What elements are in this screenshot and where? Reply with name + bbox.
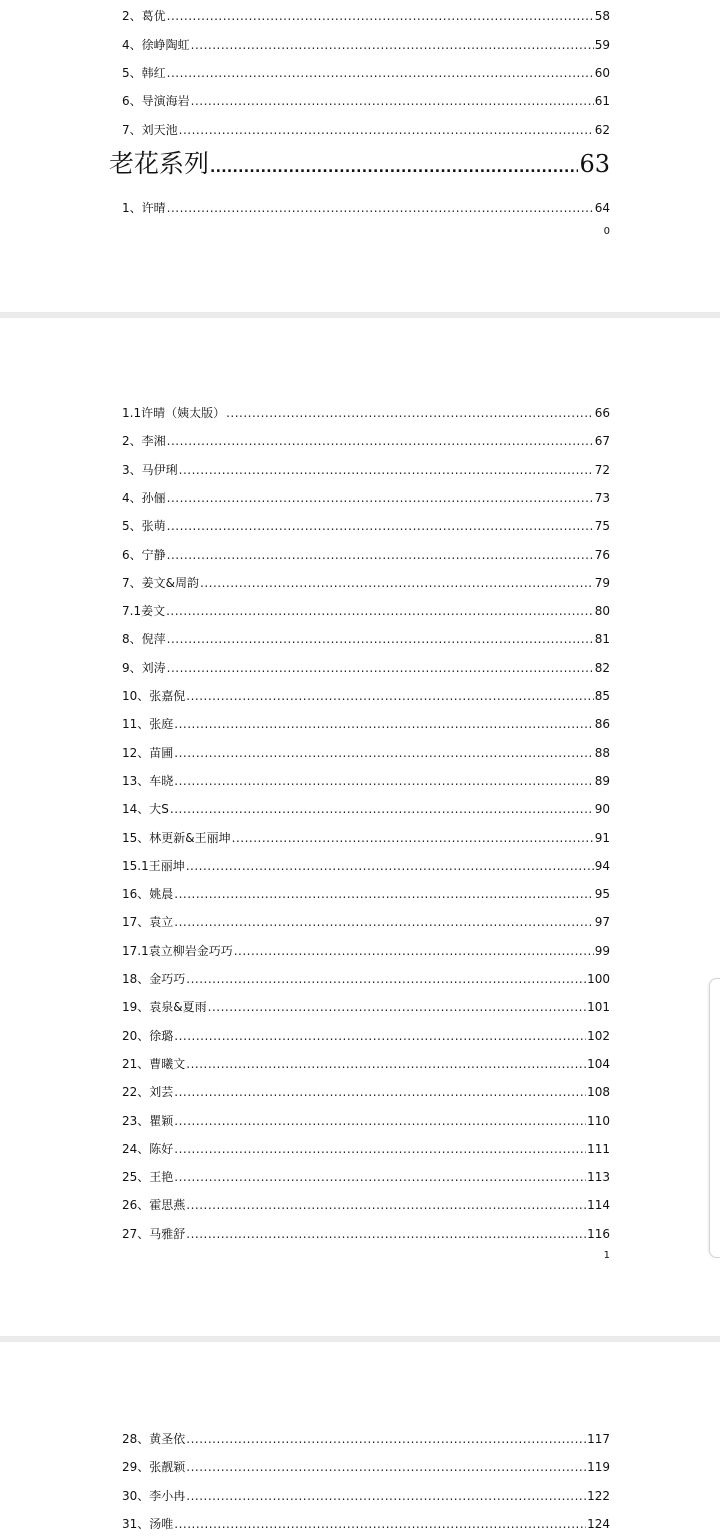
toc-entry-page: 90 — [594, 802, 610, 817]
toc-leader-dots — [174, 1028, 586, 1044]
toc-leader-dots — [167, 8, 594, 24]
toc-entry[interactable] — [122, 914, 610, 930]
toc-leader-dots — [167, 433, 594, 449]
page-number: 0 — [603, 226, 610, 237]
toc-leader-dots — [167, 660, 594, 676]
toc-entry-title: 30、李小冉 — [122, 1488, 186, 1503]
toc-leader-dots — [167, 547, 594, 563]
page-number: 1 — [603, 1250, 610, 1261]
toc-entry-title: 18、金巧巧 — [122, 972, 186, 986]
toc-leader-dots — [200, 575, 594, 591]
toc-leader-dots — [179, 462, 594, 478]
toc-entry[interactable] — [122, 745, 610, 761]
toc-entry[interactable] — [122, 1459, 610, 1475]
toc-entry[interactable] — [122, 688, 610, 704]
toc-entry[interactable] — [122, 1028, 610, 1044]
toc-entry[interactable] — [122, 37, 610, 53]
scroll-handle[interactable] — [709, 978, 720, 1258]
toc-entry-page: 95 — [594, 887, 610, 902]
toc-entry-page: 75 — [594, 519, 610, 534]
toc-entry[interactable] — [122, 200, 610, 216]
toc-leader-dots — [167, 518, 594, 534]
toc-leader-dots — [232, 830, 594, 846]
toc-entry-title: 4、孙俪 — [122, 490, 166, 505]
toc-entry-title: 16、姚晨 — [122, 887, 174, 902]
toc-entry-page: 116 — [587, 1226, 610, 1241]
toc-entry-title: 24、陈好 — [122, 1141, 174, 1156]
toc-leader-dots — [186, 1488, 586, 1504]
document-page-2 — [0, 318, 720, 1336]
toc-leader-dots — [186, 1226, 586, 1242]
toc-entry-title: 8、倪萍 — [122, 632, 166, 647]
toc-entry-page: 110 — [587, 1113, 610, 1128]
toc-entry[interactable] — [122, 716, 610, 732]
toc-entry-page: 82 — [594, 660, 610, 675]
toc-entry[interactable] — [122, 1113, 610, 1129]
toc-entry-title: 23、瞿颖 — [122, 1113, 174, 1128]
toc-entry[interactable] — [122, 122, 610, 138]
toc-leader-dots — [186, 688, 593, 704]
toc-entry[interactable] — [122, 830, 610, 846]
toc-entry-title: 2、葛优 — [122, 9, 166, 23]
toc-entry-page: 91 — [594, 830, 610, 845]
toc-entry-title: 29、张靓颖 — [122, 1460, 186, 1475]
toc-leader-dots — [234, 943, 594, 959]
toc-leader-dots — [186, 1431, 586, 1447]
toc-entry-page: 124 — [587, 1516, 610, 1531]
toc-entry-page: 111 — [587, 1141, 610, 1156]
toc-entry-title: 17、袁立 — [122, 915, 174, 930]
toc-entry[interactable] — [122, 1056, 610, 1072]
toc-entry-page: 81 — [594, 632, 610, 647]
toc-entry-page: 86 — [594, 717, 610, 732]
toc-leader-dots — [167, 490, 594, 506]
toc-entry[interactable] — [122, 405, 610, 421]
toc-entry-page: 59 — [594, 38, 610, 52]
toc-entry-page: 80 — [594, 604, 610, 619]
toc-entry-title: 17.1袁立柳岩金巧巧 — [122, 943, 233, 958]
toc-entry-page: 66 — [594, 406, 610, 420]
toc-entry-title: 7、姜文&周韵 — [122, 575, 199, 590]
toc-leader-dots — [167, 200, 594, 216]
toc-leader-dots — [174, 1113, 586, 1129]
toc-entry-page: 100 — [587, 972, 610, 986]
toc-leader-dots — [186, 1056, 586, 1072]
toc-entry-page: 114 — [587, 1198, 610, 1213]
toc-entry-title: 20、徐璐 — [122, 1028, 174, 1043]
toc-leader-dots — [226, 405, 594, 421]
document-page-1 — [0, 0, 720, 312]
toc-leader-dots — [167, 65, 594, 81]
toc-entry-title: 19、袁泉&夏雨 — [122, 1000, 207, 1015]
document-page-3 — [0, 1342, 720, 1540]
toc-entry-title: 7.1姜文 — [122, 604, 166, 619]
toc-entry-title: 3、马伊琍 — [122, 462, 178, 477]
toc-leader-dots — [174, 716, 593, 732]
toc-leader-dots — [174, 1516, 586, 1532]
toc-entry-title: 1.1许晴（姨太版） — [122, 406, 226, 420]
toc-entry[interactable] — [122, 886, 610, 902]
toc-entry-title: 5、韩红 — [122, 66, 166, 80]
toc-entry-title: 13、车晓 — [122, 773, 174, 788]
toc-leader-dots — [167, 631, 594, 647]
toc-entry-page: 102 — [587, 1028, 610, 1043]
toc-entry-page: 76 — [594, 547, 610, 562]
toc-leader-dots — [191, 37, 594, 53]
toc-leader-dots — [208, 999, 586, 1015]
toc-entry[interactable] — [122, 462, 610, 478]
toc-entry[interactable] — [122, 660, 610, 676]
toc-entry-title: 6、宁静 — [122, 547, 166, 562]
toc-entry[interactable] — [122, 490, 610, 506]
toc-entry[interactable] — [122, 631, 610, 647]
toc-entry-page: 88 — [594, 745, 610, 760]
toc-entry-title: 28、黄圣依 — [122, 1432, 186, 1446]
toc-entry-title: 9、刘涛 — [122, 660, 166, 675]
toc-entry-title: 12、苗圃 — [122, 745, 174, 760]
toc-entry[interactable] — [122, 1516, 610, 1532]
toc-leader-dots — [174, 914, 593, 930]
toc-entry-title: 25、王艳 — [122, 1170, 174, 1185]
toc-entry-page: 119 — [587, 1460, 610, 1475]
toc-entry-page: 99 — [594, 943, 610, 958]
toc-leader-dots — [179, 122, 594, 138]
toc-entry[interactable] — [122, 1084, 610, 1100]
toc-entry[interactable] — [122, 943, 610, 959]
toc-entry-page: 64 — [594, 201, 610, 215]
toc-entry-title: 5、张萌 — [122, 519, 166, 534]
toc-entry-title: 27、马雅舒 — [122, 1226, 186, 1241]
toc-entry-page: 94 — [594, 858, 610, 873]
toc-entry-title: 2、李湘 — [122, 434, 166, 449]
toc-entry[interactable] — [122, 971, 610, 987]
toc-leader-dots — [174, 1169, 586, 1185]
toc-entry[interactable] — [122, 547, 610, 563]
toc-entry-page: 113 — [587, 1170, 610, 1185]
toc-entry-page: 67 — [594, 434, 610, 449]
toc-entry[interactable] — [122, 93, 610, 109]
toc-leader-dots — [174, 773, 593, 789]
toc-entry[interactable] — [122, 801, 610, 817]
toc-entry[interactable] — [122, 999, 610, 1015]
toc-entry-page: 73 — [594, 490, 610, 505]
toc-entry-title: 14、大S — [122, 802, 169, 817]
toc-entry-title: 11、张庭 — [122, 717, 174, 732]
toc-entry-page: 97 — [594, 915, 610, 930]
toc-entry-page: 108 — [587, 1085, 610, 1100]
toc-entry-page: 122 — [587, 1488, 610, 1503]
toc-entry[interactable] — [122, 8, 610, 24]
toc-leader-dots — [174, 1141, 586, 1157]
toc-leader-dots — [191, 93, 594, 109]
toc-leader-dots — [174, 745, 593, 761]
toc-entry-page: 101 — [587, 1000, 610, 1015]
toc-entry[interactable] — [122, 1197, 610, 1213]
toc-leader-dots — [166, 603, 594, 619]
toc-leader-dots — [186, 1459, 586, 1475]
toc-entry[interactable] — [122, 603, 610, 619]
toc-leader-dots — [210, 152, 578, 184]
toc-entry[interactable] — [122, 518, 610, 534]
toc-entry-title: 4、徐峥陶虹 — [122, 38, 190, 52]
toc-leader-dots — [186, 858, 594, 874]
toc-leader-dots — [186, 971, 586, 987]
toc-entry-title: 22、刘芸 — [122, 1085, 174, 1100]
toc-entry[interactable] — [122, 1226, 610, 1242]
toc-entry-title: 6、导演海岩 — [122, 94, 190, 108]
toc-entry-page: 62 — [594, 123, 610, 137]
toc-heading[interactable] — [109, 148, 610, 184]
toc-entry[interactable] — [122, 433, 610, 449]
toc-entry-page: 79 — [594, 575, 610, 590]
toc-heading-title: 老花系列 — [109, 149, 210, 178]
toc-entry[interactable] — [122, 858, 610, 874]
toc-leader-dots — [174, 1084, 586, 1100]
toc-entry-page: 60 — [594, 66, 610, 80]
toc-entry[interactable] — [122, 1141, 610, 1157]
toc-entry-title: 15.1王丽坤 — [122, 858, 185, 873]
toc-leader-dots — [174, 886, 593, 902]
toc-entry-title: 7、刘天池 — [122, 123, 178, 137]
toc-entry-title: 15、林更新&王丽坤 — [122, 830, 231, 845]
toc-entry-title: 1、许晴 — [122, 201, 166, 215]
toc-entry[interactable] — [122, 1488, 610, 1504]
toc-entry[interactable] — [122, 65, 610, 81]
toc-entry-title: 21、曹曦文 — [122, 1056, 186, 1071]
toc-entry-page: 117 — [587, 1432, 610, 1446]
toc-entry[interactable] — [122, 1431, 610, 1447]
toc-entry-page: 85 — [594, 689, 610, 703]
toc-entry-page: 72 — [594, 462, 610, 477]
toc-leader-dots — [186, 1197, 586, 1213]
toc-entry-title: 10、张嘉倪 — [122, 689, 186, 703]
toc-leader-dots — [170, 801, 594, 817]
toc-entry-page: 89 — [594, 773, 610, 788]
toc-entry-title: 31、汤唯 — [122, 1516, 174, 1531]
toc-entry[interactable] — [122, 1169, 610, 1185]
toc-entry[interactable] — [122, 773, 610, 789]
toc-entry-page: 104 — [587, 1056, 610, 1071]
toc-entry-page: 58 — [594, 9, 610, 23]
toc-heading-page: 63 — [579, 150, 610, 178]
toc-entry-page: 61 — [594, 94, 610, 108]
toc-entry-title: 26、霍思燕 — [122, 1198, 186, 1213]
toc-entry[interactable] — [122, 575, 610, 591]
